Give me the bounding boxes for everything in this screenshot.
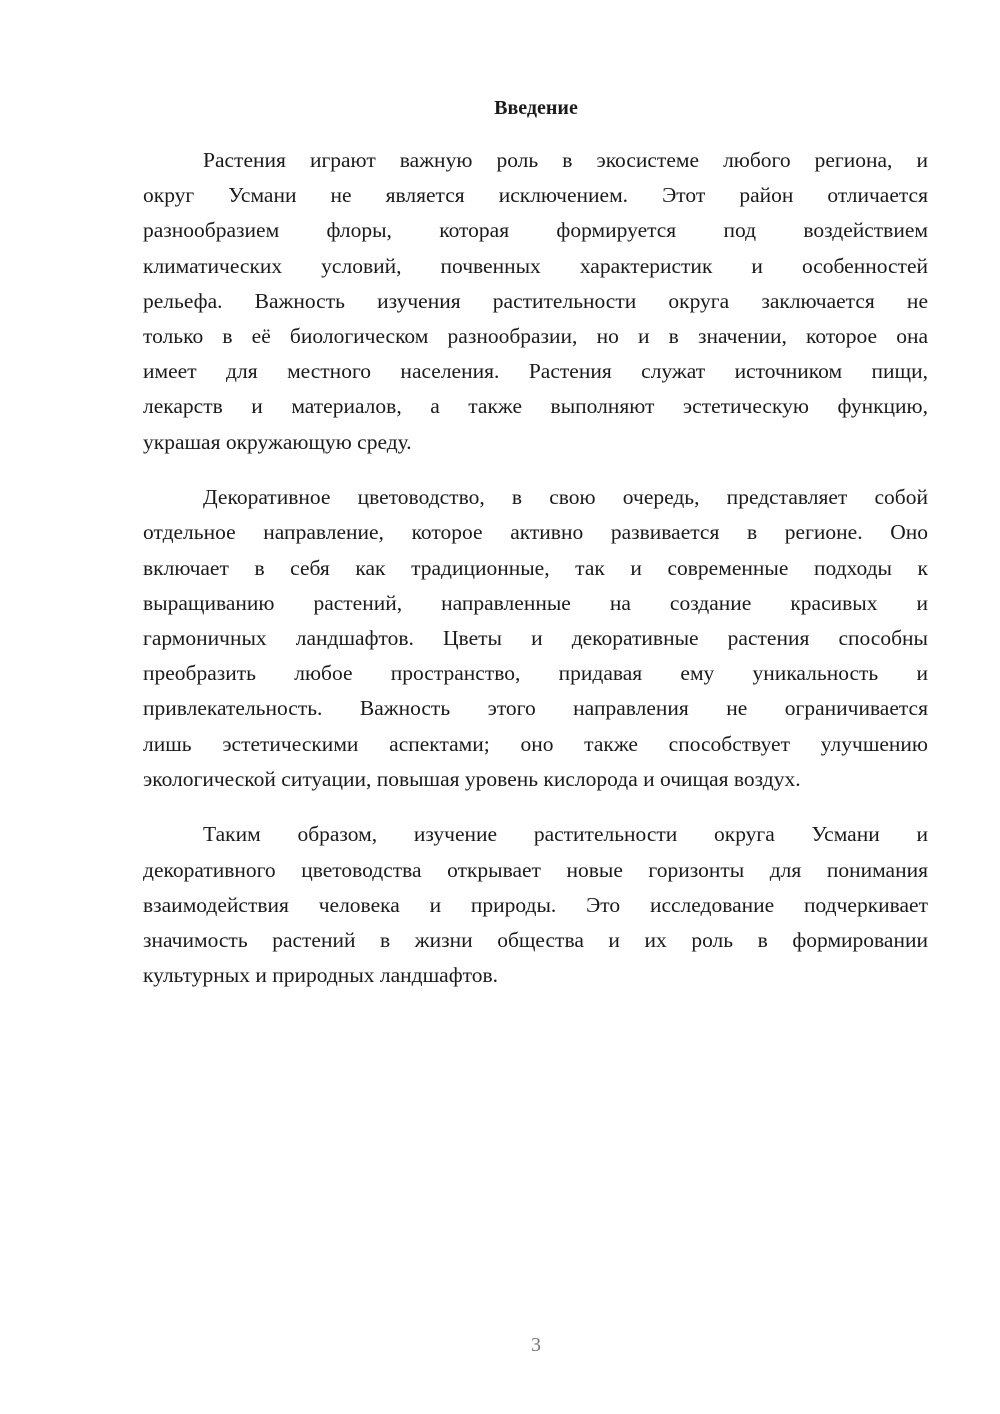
text-line: лишь эстетическими аспектами; оно также способствует улучшению [143,731,928,756]
text-line: разнообразием флоры, которая формируется под воздействием [143,218,928,243]
text-line: Таким образом, изучение растительности округа Усмани и [203,822,928,847]
document-body [143,143,928,1014]
text-line: гармоничных ландшафтов. Цветы и декоративные растения способны [143,625,928,650]
text-line: украшая окружающую среду. [143,429,412,454]
page-number: 3 [531,1334,541,1356]
text-line: только в её биологическом разнообразии, но и в значении, которое она [143,323,928,348]
text-line: имеет для местного населения. Растения служат источником пищи, [143,359,928,384]
text-line: декоративного цветоводства открывает новые горизонты для понимания [143,857,928,882]
text-line: экологической ситуации, повышая уровень кислорода и очищая воздух. [143,766,801,791]
text-line: преобразить любое пространство, придавая ему уникальность и [143,661,928,686]
paragraph [143,817,928,993]
text-line: отдельное направление, которое активно развивается в регионе. Оно [143,520,928,545]
text-line: значимость растений в жизни общества и их роль в формировании [143,927,928,952]
text-line: выращиванию растений, направленные на создание красивых и [143,590,928,615]
paragraph [143,143,928,460]
text-line: климатических условий, почвенных характеристик и особенностей [143,253,928,278]
paragraph [143,480,928,797]
page-title: Введение [494,97,578,119]
text-line: взаимодействия человека и природы. Это исследование подчеркивает [143,892,928,917]
text-line: Декоративное цветоводство, в свою очередь, представляет собой [203,485,928,510]
text-line: Растения играют важную роль в экосистеме любого региона, и [203,148,928,172]
text-line: включает в себя как традиционные, так и современные подходы к [143,555,928,580]
text-line: лекарств и материалов, а также выполняют эстетическую функцию, [143,394,928,419]
text-line: округ Усмани не является исключением. Этот район отличается [143,183,928,208]
text-line: привлекательность. Важность этого направления не ограничивается [143,696,928,721]
text-line: культурных и природных ландшафтов. [143,963,499,988]
text-line: рельефа. Важность изучения растительности округа заключается не [143,288,928,313]
